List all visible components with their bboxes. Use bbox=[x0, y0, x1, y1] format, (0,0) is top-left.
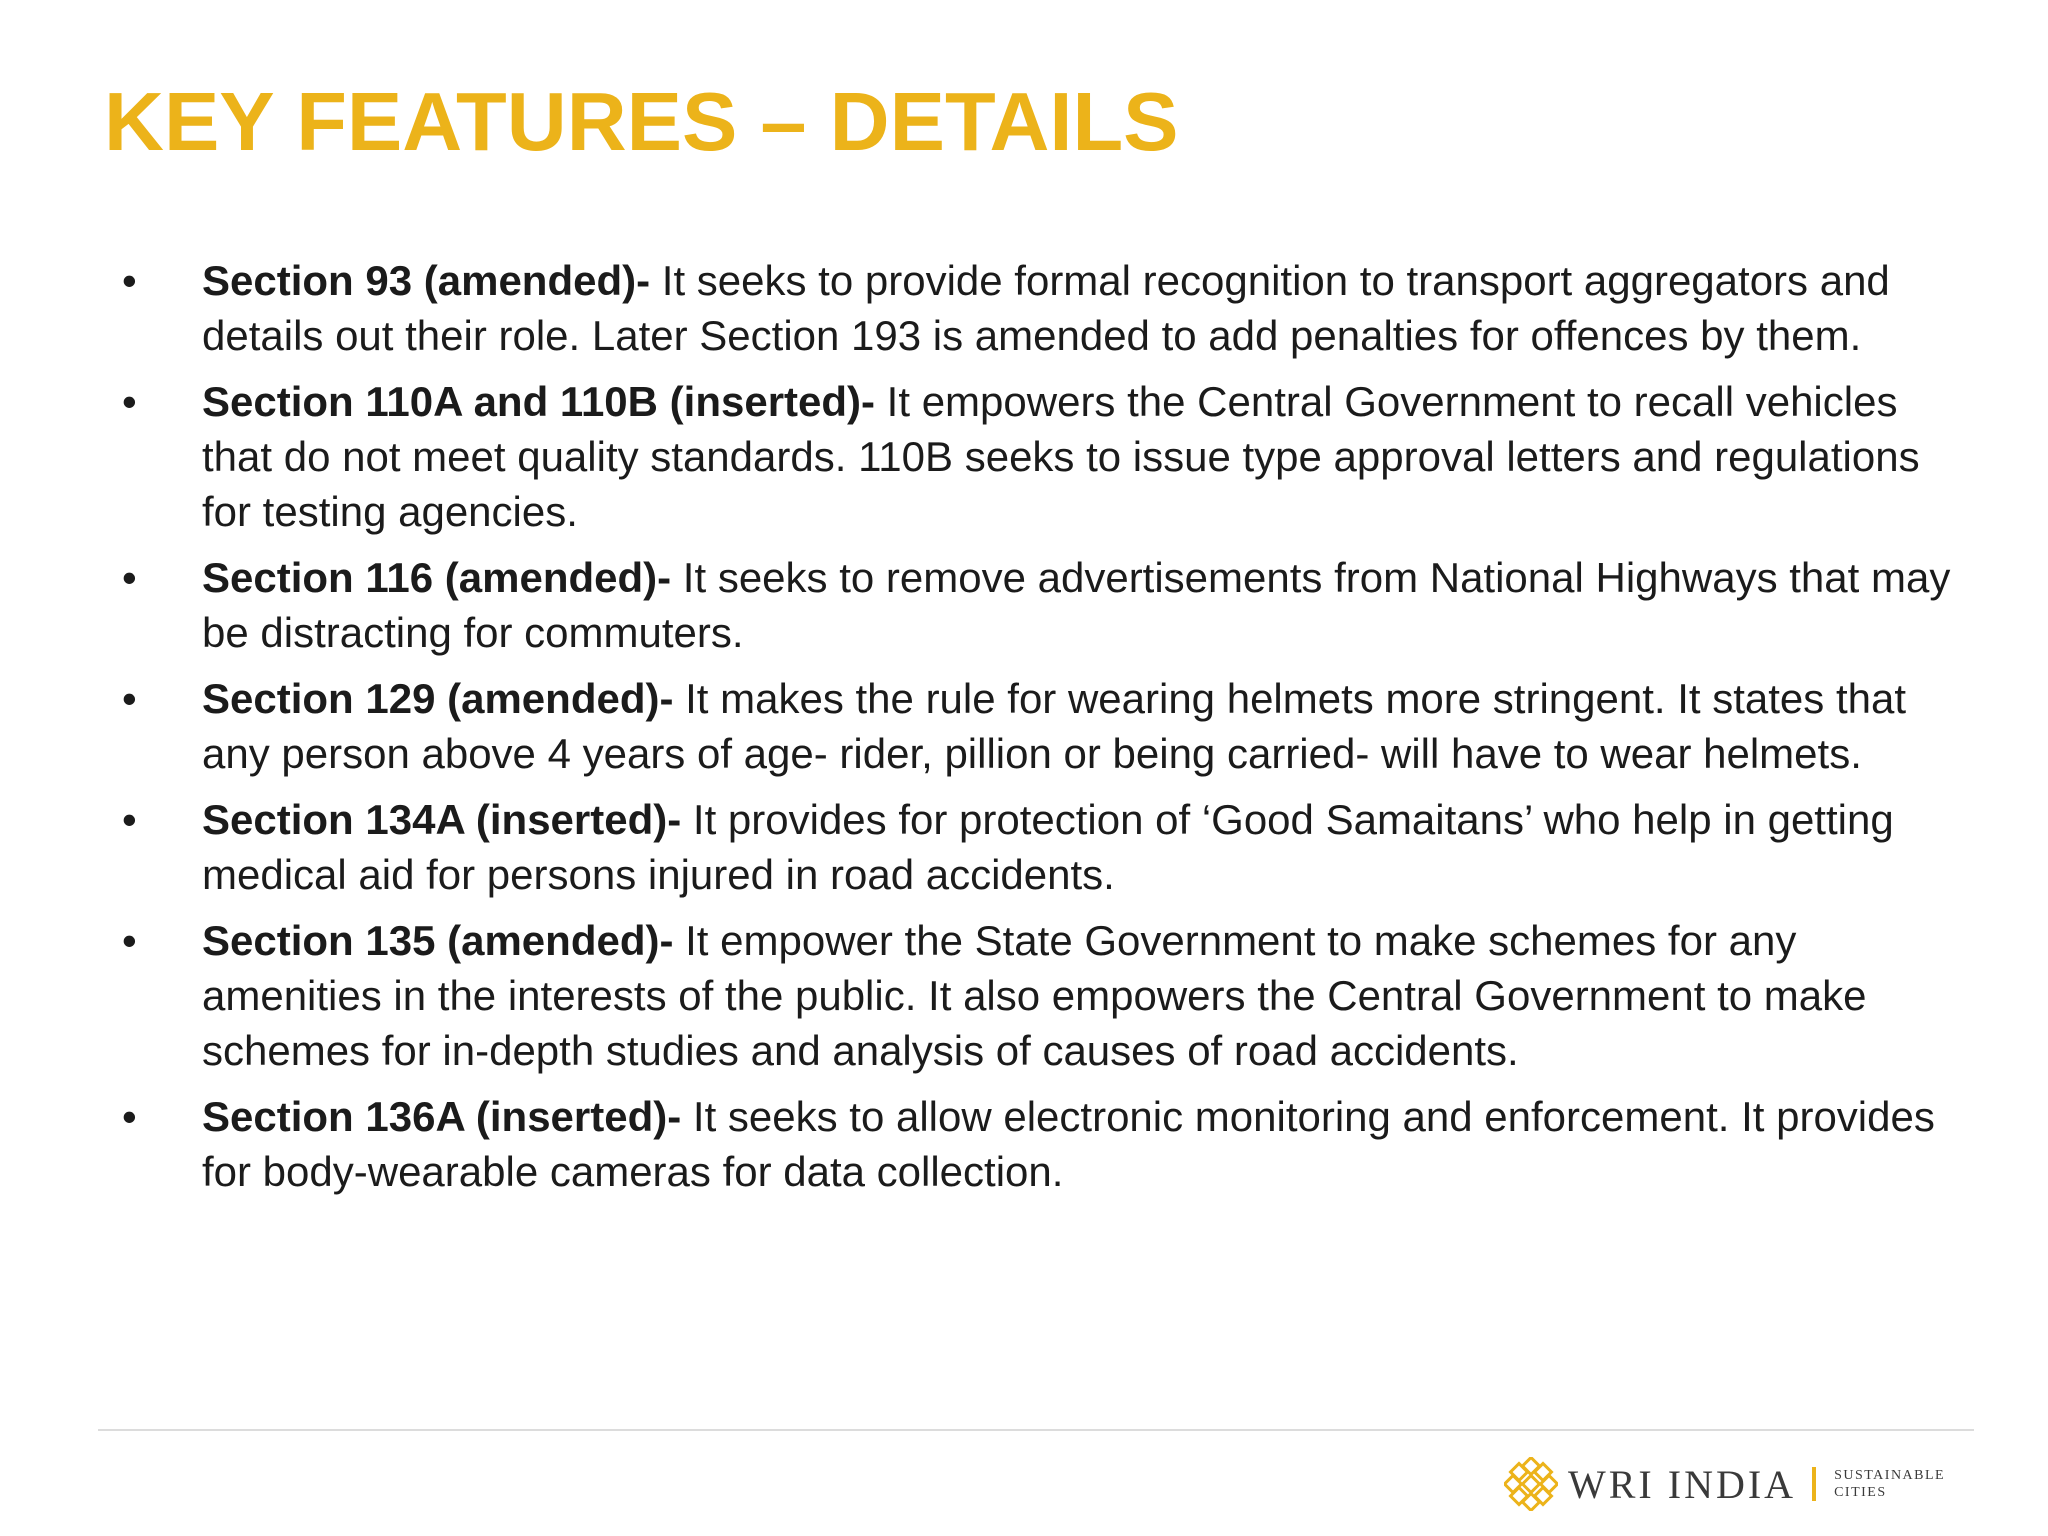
bullet-body: It seeks to provide formal recognition to transport aggregators and details out their role. Later Section 193 is amended to add penalties for offences by them. bbox=[202, 257, 1890, 359]
bullet-text bbox=[202, 671, 1962, 781]
bullet-heading: Section 116 (amended)- bbox=[202, 554, 672, 601]
bullet-item bbox=[122, 913, 1962, 1078]
logo-tagline-line1: SUSTAINABLE bbox=[1834, 1468, 1946, 1483]
bullet-heading: Section 110A and 110B (inserted)- bbox=[202, 378, 876, 425]
bullet-marker: • bbox=[122, 554, 137, 601]
bullet-text bbox=[202, 550, 1962, 660]
bullet-heading: Section 93 (amended)- bbox=[202, 257, 651, 304]
bullet-text bbox=[202, 1089, 1962, 1199]
bullet-text bbox=[202, 374, 1962, 539]
bullet-body: It empowers the Central Government to recall vehicles that do not meet quality standards. 110B seeks to issue type approval letters and regulations for testing agencies. bbox=[202, 378, 1920, 535]
bullet-marker: • bbox=[122, 796, 137, 843]
logo-tagline-line2: CITIES bbox=[1834, 1485, 1887, 1500]
bullet-marker: • bbox=[122, 917, 137, 964]
bullet-heading: Section 136A (inserted)- bbox=[202, 1093, 682, 1140]
wri-india-logo bbox=[1504, 1454, 1945, 1514]
bullet-item bbox=[122, 374, 1962, 539]
bullet-marker: • bbox=[122, 675, 137, 722]
bullet-text bbox=[202, 913, 1962, 1078]
bullet-body: It makes the rule for wearing helmets more stringent. It states that any person above 4 years of age- rider, pillion or being carried- will have to wear helmets. bbox=[202, 675, 1907, 777]
footer-divider bbox=[98, 1429, 1974, 1431]
bullet-text bbox=[202, 792, 1962, 902]
logo-wordmark: WRI INDIA bbox=[1568, 1461, 1797, 1507]
bullet-heading: Section 135 (amended)- bbox=[202, 917, 674, 964]
bullet-heading: Section 129 (amended)- bbox=[202, 675, 674, 722]
bullet-body: It empower the State Government to make schemes for any amenities in the interests of the public. It also empowers the Central Government to make schemes for in-depth studies and analysis of causes of road accidents. bbox=[202, 917, 1867, 1074]
bullet-heading: Section 134A (inserted)- bbox=[202, 796, 682, 843]
logo-separator bbox=[1812, 1467, 1816, 1501]
bullet-item bbox=[122, 550, 1962, 660]
slide-title: KEY FEATURES – DETAILS bbox=[104, 75, 1179, 168]
bullet-list bbox=[122, 253, 1962, 1210]
bullet-item bbox=[122, 792, 1962, 902]
bullet-marker: • bbox=[122, 378, 137, 425]
bullet-text bbox=[202, 253, 1962, 363]
bullet-marker: • bbox=[122, 257, 137, 304]
bullet-body: It provides for protection of ‘Good Samaitans’ who help in getting medical aid for persons injured in road accidents. bbox=[202, 796, 1894, 898]
bullet-item bbox=[122, 253, 1962, 363]
bullet-body: It seeks to allow electronic monitoring and enforcement. It provides for body-wearable cameras for data collection. bbox=[202, 1093, 1935, 1195]
bullet-marker: • bbox=[122, 1093, 137, 1140]
logo-tagline bbox=[1834, 1467, 1945, 1501]
wri-knot-icon bbox=[1504, 1457, 1558, 1511]
bullet-item bbox=[122, 671, 1962, 781]
bullet-item bbox=[122, 1089, 1962, 1199]
bullet-body: It seeks to remove advertisements from National Highways that may be distracting for commuters. bbox=[202, 554, 1951, 656]
